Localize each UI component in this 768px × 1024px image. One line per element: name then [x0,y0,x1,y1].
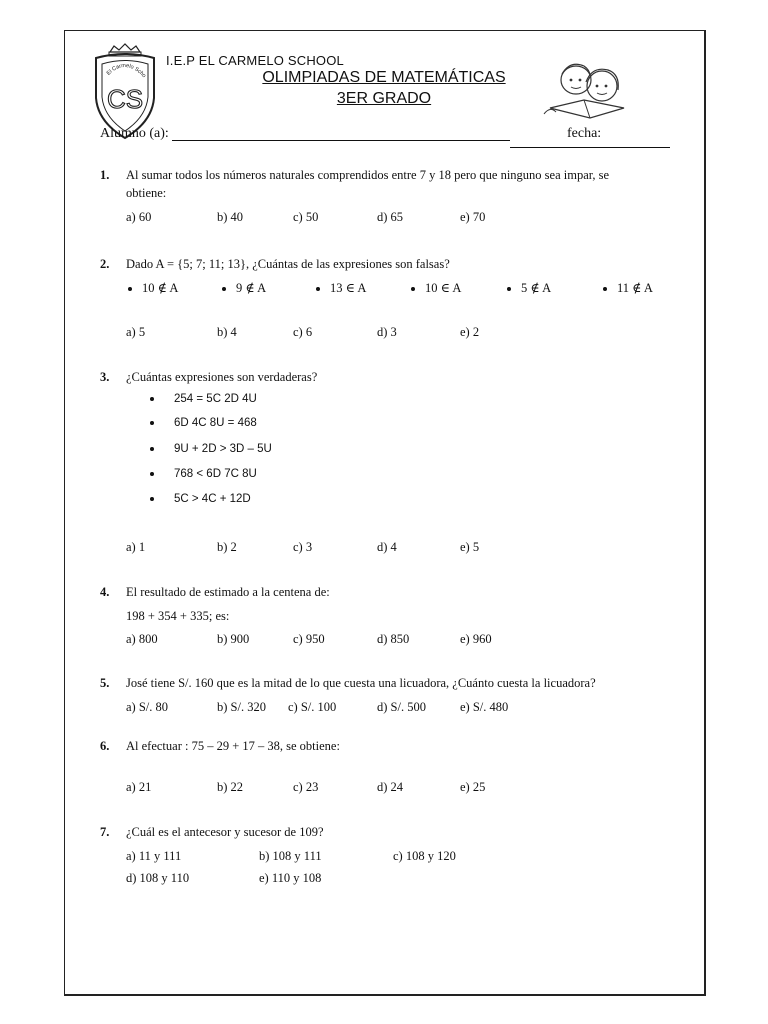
option-d: d) 850 [377,632,410,646]
option-d: d) 4 [377,540,397,554]
option-c: c) S/. 100 [288,700,337,714]
option-b: b) 4 [217,325,237,339]
question-number: 7. [100,825,110,839]
option-a: a) 21 [126,780,152,794]
option-c: c) 950 [293,632,325,646]
question-number: 5. [100,676,110,690]
option-d: d) 108 y 110 [126,871,190,885]
option-c: c) 3 [293,540,313,554]
question-number: 2. [100,257,110,271]
value-expression: 5C > 4C + 12D [150,493,251,505]
option-c: c) 108 y 120 [393,849,456,863]
option-a: a) 60 [126,210,152,224]
option-a: a) S/. 80 [126,700,169,714]
date-label: fecha: [567,126,602,141]
question-text: obtiene: [126,186,167,200]
set-expression: 10 ∉ A [128,280,178,296]
option-a: a) 1 [126,540,146,554]
option-b: b) 22 [217,780,244,794]
bullet-icon [150,397,154,401]
option-e: e) 5 [460,540,480,554]
question-number: 3. [100,370,110,384]
school-name: I.E.P EL CARMELO SCHOOL [166,53,344,68]
question-number: 4. [100,585,110,599]
bullet-icon [150,421,154,425]
exam-title: OLIMPIADAS DE MATEMÁTICAS [262,69,506,86]
option-d: d) 65 [377,210,404,224]
option-c: c) 50 [293,210,319,224]
question-text: 198 + 354 + 335; es: [126,609,230,623]
value-expression: 254 = 5C 2D 4U [150,393,257,405]
value-expression: 6D 4C 8U = 468 [150,417,257,429]
bullet-icon [150,472,154,476]
bullet-icon [128,287,132,291]
logo-initials: CS [106,84,144,114]
question-text: Al efectuar : 75 – 29 + 17 – 38, se obtiene: [126,739,340,753]
option-c: c) 6 [293,325,313,339]
question-text: ¿Cuántas expresiones son verdaderas? [126,370,318,384]
bullet-icon [603,287,607,291]
set-expression: 5 ∉ A [507,280,551,296]
option-e: e) S/. 480 [460,700,509,714]
set-expression: 10 ∈ A [411,280,461,296]
option-e: e) 960 [460,632,492,646]
option-e: e) 110 y 108 [259,871,322,885]
question-number: 6. [100,739,110,753]
option-e: e) 25 [460,780,486,794]
header-rule [510,147,670,148]
option-e: e) 2 [460,325,480,339]
option-a: a) 11 y 111 [126,849,182,863]
value-expression: 768 < 6D 7C 8U [150,468,257,480]
question-text: ¿Cuál es el antecesor y sucesor de 109? [126,825,324,839]
option-e: e) 70 [460,210,486,224]
option-b: b) 40 [217,210,244,224]
question-number: 1. [100,168,110,182]
option-b: b) 108 y 111 [259,849,322,863]
set-expression: 13 ∈ A [316,280,366,296]
option-b: b) 900 [217,632,250,646]
question-text: Al sumar todos los números naturales comprendidos entre 7 y 18 pero que ninguno sea impar, se [126,168,610,182]
question-text: Dado A = {5; 7; 11; 13}, ¿Cuántas de las expresiones son falsas? [126,257,450,271]
bullet-icon [222,287,226,291]
set-expression: 11 ∉ A [603,280,653,296]
option-b: b) S/. 320 [217,700,266,714]
option-a: a) 5 [126,325,146,339]
option-d: d) 24 [377,780,404,794]
bullet-icon [507,287,511,291]
bullet-icon [316,287,320,291]
grade-title: 3ER GRADO [336,90,432,107]
logo-ring-text: El Carmelo Scho [105,62,147,80]
set-expression: 9 ∉ A [222,280,266,296]
bullet-icon [150,497,154,501]
question-text: José tiene S/. 160 que es la mitad de lo que cuesta una licuadora, ¿Cuánto cuesta la licuadora? [126,676,596,690]
option-b: b) 2 [217,540,237,554]
student-name-line [172,140,510,141]
option-d: d) 3 [377,325,397,339]
option-d: d) S/. 500 [377,700,426,714]
bullet-icon [150,447,154,451]
option-c: c) 23 [293,780,319,794]
option-a: a) 800 [126,632,158,646]
student-label: Alumno (a): [100,126,169,141]
bullet-icon [411,287,415,291]
value-expression: 9U + 2D > 3D – 5U [150,443,272,455]
question-text: El resultado de estimado a la centena de: [126,585,330,599]
